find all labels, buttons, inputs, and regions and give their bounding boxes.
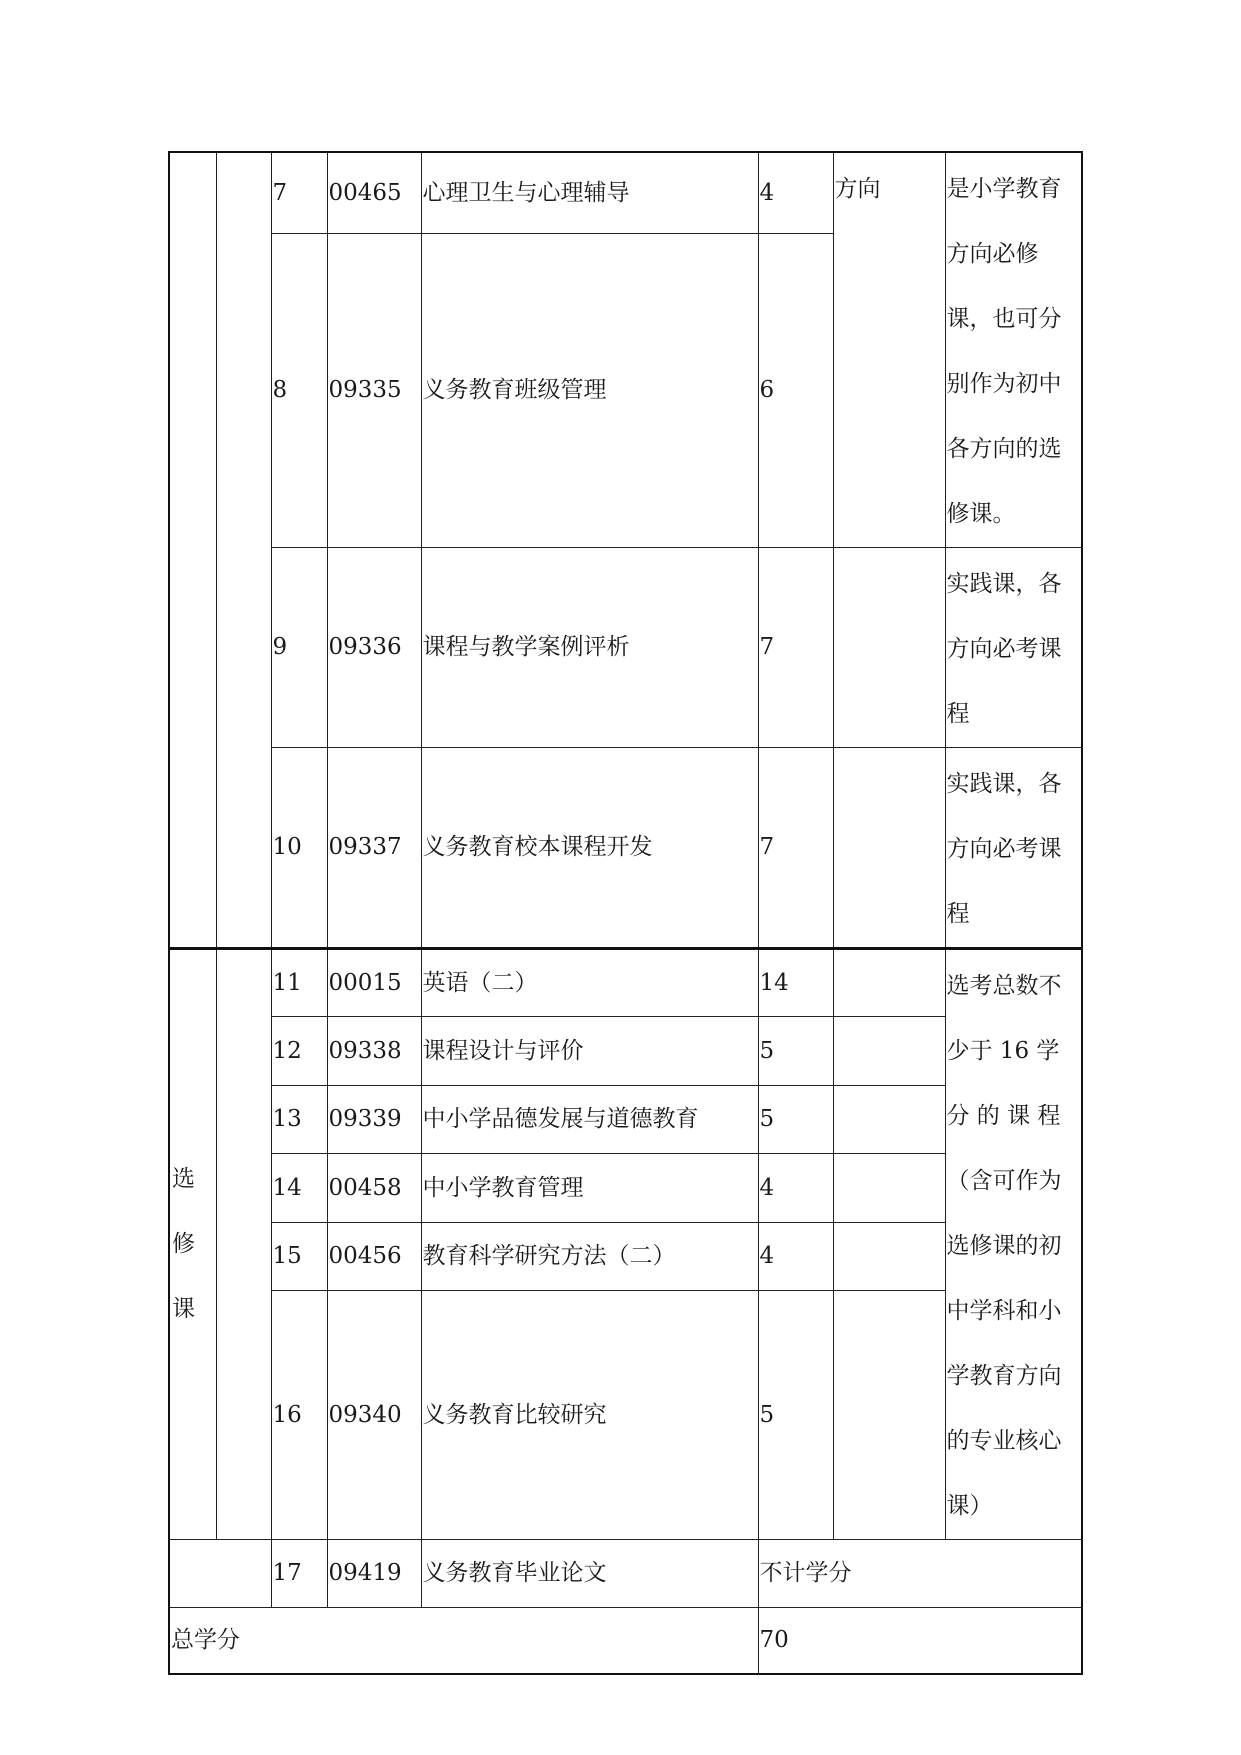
course-name: 教育科学研究方法（二） [421,1222,758,1290]
course-credit: 4 [758,152,833,234]
total-value: 70 [758,1608,1082,1675]
direction-empty [833,548,945,748]
course-name: 中小学品德发展与道德教育 [421,1085,758,1153]
course-no: 13 [271,1085,327,1153]
course-credit: 7 [758,748,833,949]
direction-empty [833,1154,945,1222]
course-credit: 14 [758,949,833,1017]
course-name: 义务教育毕业论文 [421,1540,758,1608]
direction-empty [833,1017,945,1085]
course-code: 09336 [327,548,421,748]
table-row [169,152,1082,234]
course-no: 16 [271,1291,327,1540]
course-credit: 5 [758,1017,833,1085]
course-no: 11 [271,949,327,1017]
course-name: 课程设计与评价 [421,1017,758,1085]
course-name: 义务教育班级管理 [421,234,758,548]
direction-empty [833,949,945,1017]
direction-empty [833,1085,945,1153]
course-plan-table [168,151,1083,1675]
course-name: 心理卫生与心理辅导 [421,152,758,234]
table-row [169,1540,1082,1608]
course-code: 00015 [327,949,421,1017]
course-no: 14 [271,1154,327,1222]
course-no: 8 [271,234,327,548]
direction-empty [833,1291,945,1540]
course-credit: 6 [758,234,833,548]
course-code: 09335 [327,234,421,548]
note-practice: 实践课，各方向必考课程 [945,548,1082,748]
total-label: 总学分 [169,1608,758,1675]
course-no: 17 [271,1540,327,1608]
note-primary: 是小学教育方向必修课，也可分别作为初中各方向的选修课。 [945,152,1082,548]
course-no: 10 [271,748,327,949]
course-name: 课程与教学案例评析 [421,548,758,748]
direction-empty [833,1222,945,1290]
course-no: 7 [271,152,327,234]
course-code: 09339 [327,1085,421,1153]
course-credit: 4 [758,1222,833,1290]
direction-cell: 方向 [833,152,945,548]
course-code: 00465 [327,152,421,234]
course-code: 09337 [327,748,421,949]
note-practice: 实践课，各方向必考课程 [945,748,1082,949]
course-code: 09419 [327,1540,421,1608]
course-credit: 4 [758,1154,833,1222]
course-name: 义务教育校本课程开发 [421,748,758,949]
elective-label: 选 修 课 [169,949,216,1540]
course-code: 09340 [327,1291,421,1540]
course-no: 15 [271,1222,327,1290]
subcategory-cell [216,949,271,1540]
table-row [169,548,1082,748]
note-elective: 选考总数不少于 16 学分 的 课 程（含可作为选修课的初中学科和小学教育方向的专业核心课） [945,949,1082,1540]
course-name: 英语（二） [421,949,758,1017]
course-code: 00456 [327,1222,421,1290]
course-name: 中小学教育管理 [421,1154,758,1222]
subcategory-cell [216,152,271,949]
course-name: 义务教育比较研究 [421,1291,758,1540]
category-cell [169,152,216,949]
course-credit: 5 [758,1291,833,1540]
table-row [169,949,1082,1017]
thesis-credit: 不计学分 [758,1540,1082,1608]
course-code: 00458 [327,1154,421,1222]
table-row [169,748,1082,949]
direction-empty [833,748,945,949]
course-no: 9 [271,548,327,748]
thesis-category [169,1540,271,1608]
table-row [169,1608,1082,1675]
course-code: 09338 [327,1017,421,1085]
course-credit: 7 [758,548,833,748]
course-no: 12 [271,1017,327,1085]
course-credit: 5 [758,1085,833,1153]
